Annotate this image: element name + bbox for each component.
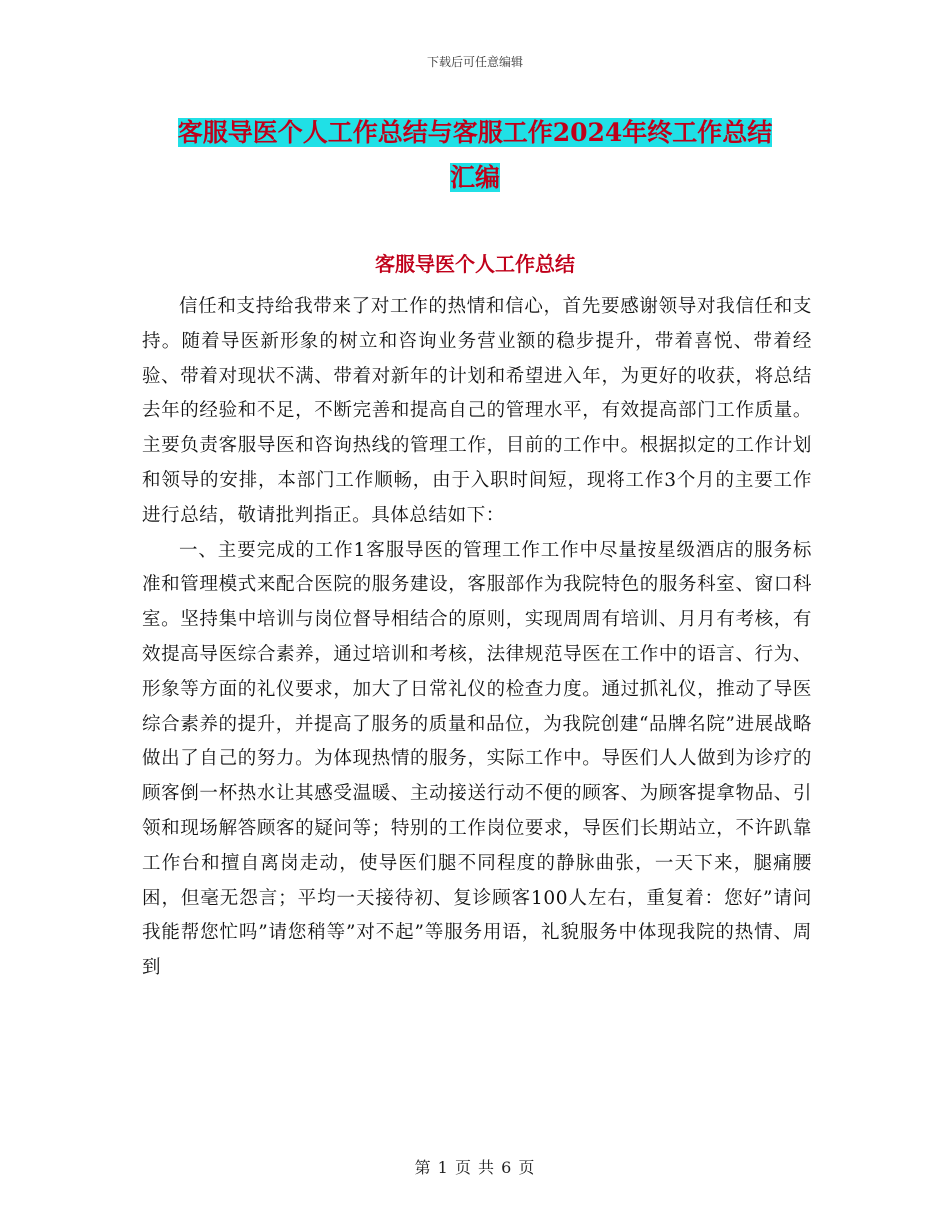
document-title-line-2: 汇编 [449, 163, 500, 192]
document-title-line-1: 客服导医个人工作总结与客服工作2024年终工作总结 [177, 118, 773, 147]
document-title [0, 110, 950, 200]
header-note: 下载后可任意编辑 [426, 55, 523, 69]
page-number: 第 1 页 共 6 页 [414, 1158, 536, 1177]
body-text [142, 290, 812, 986]
paragraph: 信任和支持给我带来了对工作的热情和信心，首先要感谢领导对我信任和支持。随着导医新形象的树立和咨询业务营业额的稳步提升，带着喜悦、带着经验、带着对现状不满、带着对新年的计划和希望进入年，为更好的收获，将总结去年的经验和不足，不断完善和提高自己的管理水平，有效提高部门工作质量。主要负责客服导医和咨询热线的管理工作，目前的工作中。根据拟定的工作计划和领导的安排，本部门工作顺畅，由于入职时间短，现将工作3个月的主要工作进行总结，敬请批判指正。具体总结如下： [142, 296, 812, 526]
section-title: 客服导医个人工作总结 [375, 252, 575, 276]
paragraph: 一、主要完成的工作1客服导医的管理工作工作中尽量按星级酒店的服务标准和管理模式来配合医院的服务建设，客服部作为我院特色的服务科室、窗口科室。坚持集中培训与岗位督导相结合的原则，实现周周有培训、月月有考核，有效提高导医综合素养，通过培训和考核，法律规范导医在工作中的语言、行为、形象等方面的礼仪要求，加大了日常礼仪的检查力度。通过抓礼仪，推动了导医综合素养的提升，并提高了服务的质量和品位，为我院创建“品牌名院”进展战略做出了自己的努力。为体现热情的服务，实际工作中。导医们人人做到为诊疗的顾客倒一杯热水让其感受温暖、主动接送行动不便的顾客、为顾客提拿物品、引领和现场解答顾客的疑问等；特别的工作岗位要求，导医们长期站立，不许趴靠工作台和擅自离岗走动，使导医们腿不同程度的静脉曲张，一天下来，腿痛腰困，但毫无怨言；平均一天接待初、复诊顾客100人左右，重复着：您好”请问我能帮您忙吗”请您稍等”对不起”等服务用语，礼貌服务中体现我院的热情、周到 [142, 539, 812, 979]
